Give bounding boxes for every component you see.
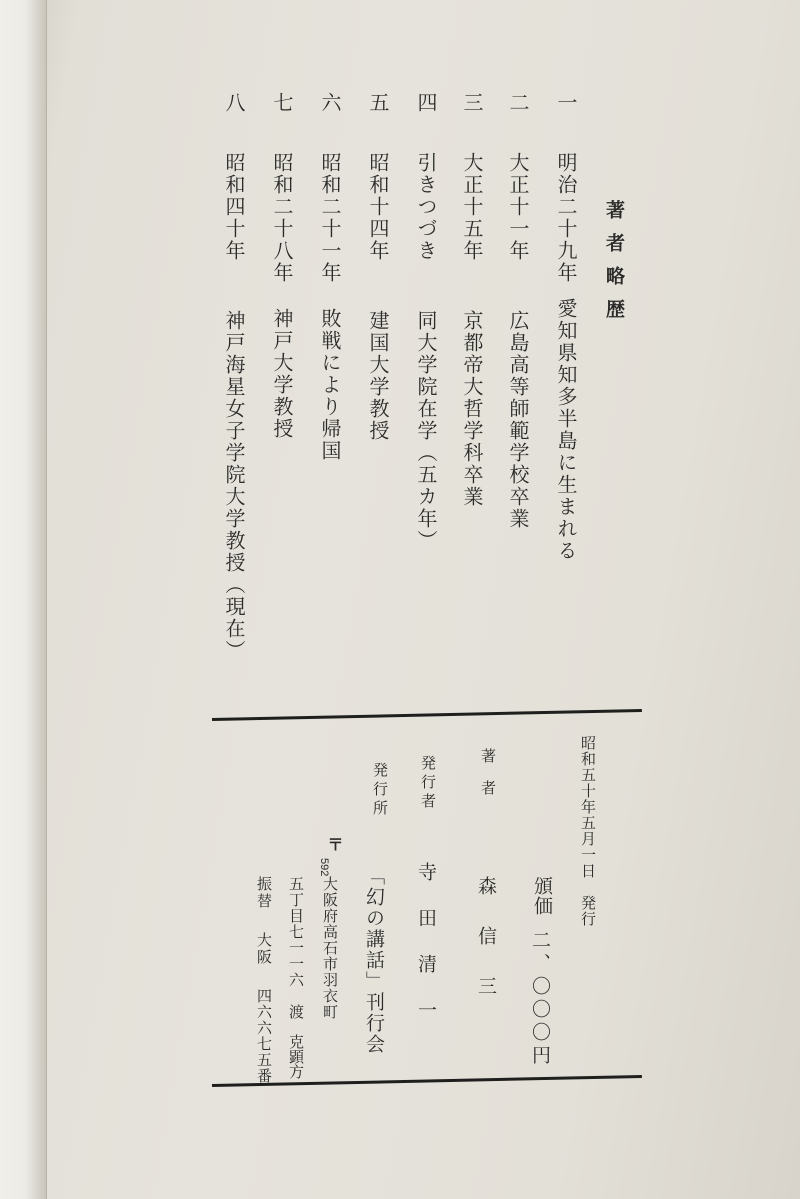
transfer-label: 振替 xyxy=(255,876,273,910)
bio-entry-event: 愛知県知多半島に生まれる xyxy=(554,298,578,562)
bio-entry xyxy=(462,92,482,508)
bio-entry-number: 七 xyxy=(270,92,294,114)
publisher-name: 「幻の講話」刊行会 xyxy=(363,866,385,1055)
transfer-city: 大阪 xyxy=(255,932,273,966)
transfer-number: 四六六七五番 xyxy=(255,988,273,1084)
bio-entry-date: 引きつづき xyxy=(414,152,438,262)
address-line-2-care-of: 克顕方 xyxy=(287,1034,305,1079)
bio-entry xyxy=(320,92,340,462)
bio-entry-number: 二 xyxy=(506,92,530,114)
publication-date: 昭和五十年五月一日 発行 xyxy=(579,735,597,927)
bio-entry-date: 昭和十四年 xyxy=(366,152,390,262)
bio-entry xyxy=(368,92,388,442)
bio-entry-number: 五 xyxy=(366,92,390,114)
author-label: 著 者 xyxy=(479,748,497,796)
bio-entry-event: 神戸大学教授 xyxy=(270,308,294,440)
bio-entry-event: 広島高等師範学校卒業 xyxy=(506,310,530,530)
bio-entry xyxy=(556,92,576,562)
publisher-person-label: 発行者 xyxy=(419,755,437,812)
postal-mark-icon: 〒 xyxy=(325,836,344,852)
bio-entry-date: 明治二十九年 xyxy=(554,152,578,284)
bio-entry-date: 大正十一年 xyxy=(506,152,530,262)
bio-entry xyxy=(416,92,436,552)
bio-entry-date: 昭和二十一年 xyxy=(318,152,342,284)
bio-entry-event: 同大学院在学（五カ年） xyxy=(414,310,438,552)
postal-code: 592 xyxy=(318,858,330,877)
bio-entry-event: 建国大学教授 xyxy=(366,310,390,442)
bio-entry-number: 三 xyxy=(460,92,484,114)
bio-entry-number: 八 xyxy=(222,92,246,114)
bio-entry-number: 六 xyxy=(318,92,342,114)
bio-entry-date: 昭和四十年 xyxy=(222,152,246,262)
bio-entry-date: 昭和二十八年 xyxy=(270,152,294,284)
bio-entry xyxy=(272,92,292,440)
bio-entry xyxy=(508,92,528,530)
publisher-label: 発行所 xyxy=(371,762,389,819)
bio-entry-date: 大正十五年 xyxy=(460,152,484,262)
bio-entry-event: 京都帝大哲学科卒業 xyxy=(460,310,484,508)
previous-page-edge xyxy=(0,0,47,1199)
price-label: 頒価 xyxy=(531,876,553,916)
bio-entry-number: 一 xyxy=(554,92,578,114)
bio-entry-event: 敗戦により帰国 xyxy=(318,308,342,462)
publisher-person-name: 寺 田 清 一 xyxy=(415,862,437,1023)
bio-entry-number: 四 xyxy=(414,92,438,114)
bio-entry xyxy=(224,92,244,662)
bio-title: 著者略歴 xyxy=(603,200,625,332)
author-name: 森 信 三 xyxy=(475,876,497,1001)
address-line-1: 大阪府高石市羽衣町 xyxy=(321,876,339,1020)
bio-entry-event: 神戸海星女子学院大学教授（現在） xyxy=(222,310,246,662)
address-line-2: 五丁目七一一六 渡 xyxy=(287,876,305,1020)
price: 二、〇〇〇円 xyxy=(529,930,551,1068)
